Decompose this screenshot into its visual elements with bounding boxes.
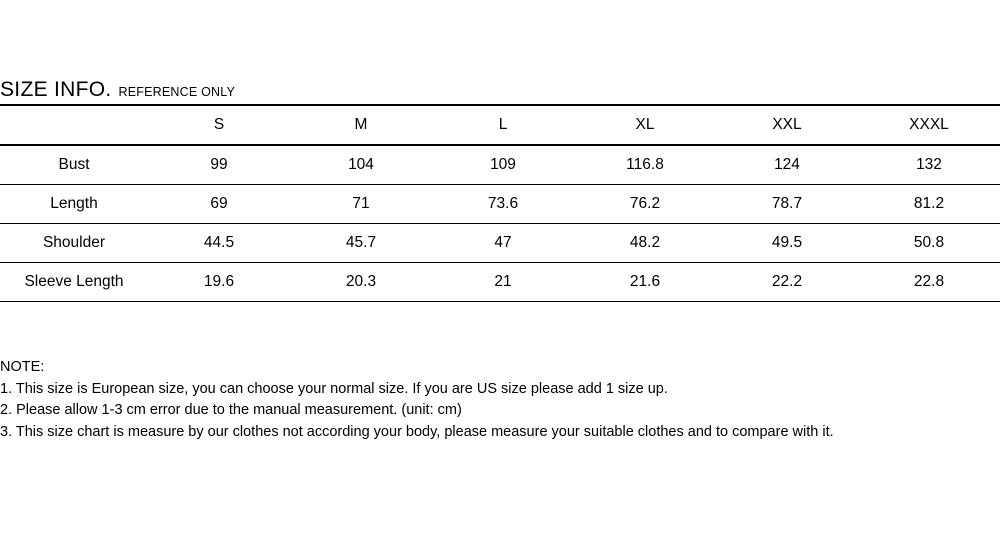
table-cell: 50.8 bbox=[858, 224, 1000, 263]
table-cell: 19.6 bbox=[148, 263, 290, 302]
table-cell: 21 bbox=[432, 263, 574, 302]
note-line: 1. This size is European size, you can choose your normal size. If you are US size please add 1 size up. bbox=[0, 380, 668, 397]
table-cell: 76.2 bbox=[574, 185, 716, 224]
table-column-header: L bbox=[432, 105, 574, 145]
notes-section bbox=[0, 357, 960, 443]
note-line: 3. This size chart is measure by our clothes not according your body, please measure your suitable clothes and to compare with it. bbox=[0, 423, 834, 440]
table-row-label: Length bbox=[0, 185, 148, 224]
table-column-header: S bbox=[148, 105, 290, 145]
size-table bbox=[0, 104, 1000, 302]
page-title-subtitle: REFERENCE ONLY bbox=[118, 85, 235, 99]
table-corner-cell bbox=[0, 105, 148, 145]
table-cell: 81.2 bbox=[858, 185, 1000, 224]
note-line: 2. Please allow 1-3 cm error due to the manual measurement. (unit: cm) bbox=[0, 402, 462, 418]
table-row-label: Bust bbox=[0, 145, 148, 185]
table-column-header: XXXL bbox=[858, 105, 1000, 145]
table-cell: 132 bbox=[858, 145, 1000, 185]
table-row bbox=[0, 263, 1000, 302]
table-cell: 99 bbox=[148, 145, 290, 185]
table-row-label: Shoulder bbox=[0, 224, 148, 263]
table-row bbox=[0, 185, 1000, 224]
notes-heading: NOTE: bbox=[0, 359, 45, 375]
table-cell: 73.6 bbox=[432, 185, 574, 224]
table-cell: 116.8 bbox=[574, 145, 716, 185]
table-cell: 69 bbox=[148, 185, 290, 224]
table-cell: 22.2 bbox=[716, 263, 858, 302]
table-column-header: M bbox=[290, 105, 432, 145]
table-cell: 21.6 bbox=[574, 263, 716, 302]
table-cell: 22.8 bbox=[858, 263, 1000, 302]
page-title bbox=[0, 78, 235, 102]
page-title-main: SIZE INFO. bbox=[0, 78, 112, 101]
table-row bbox=[0, 224, 1000, 263]
table-cell: 47 bbox=[432, 224, 574, 263]
table-cell: 109 bbox=[432, 145, 574, 185]
table-cell: 78.7 bbox=[716, 185, 858, 224]
table-cell: 49.5 bbox=[716, 224, 858, 263]
table-header-row bbox=[0, 105, 1000, 145]
table-column-header: XXL bbox=[716, 105, 858, 145]
table-cell: 20.3 bbox=[290, 263, 432, 302]
table-row-label: Sleeve Length bbox=[0, 263, 148, 302]
table-cell: 71 bbox=[290, 185, 432, 224]
table-column-header: XL bbox=[574, 105, 716, 145]
table-row bbox=[0, 145, 1000, 185]
table-cell: 44.5 bbox=[148, 224, 290, 263]
table-cell: 48.2 bbox=[574, 224, 716, 263]
table-cell: 124 bbox=[716, 145, 858, 185]
table-cell: 45.7 bbox=[290, 224, 432, 263]
table-cell: 104 bbox=[290, 145, 432, 185]
